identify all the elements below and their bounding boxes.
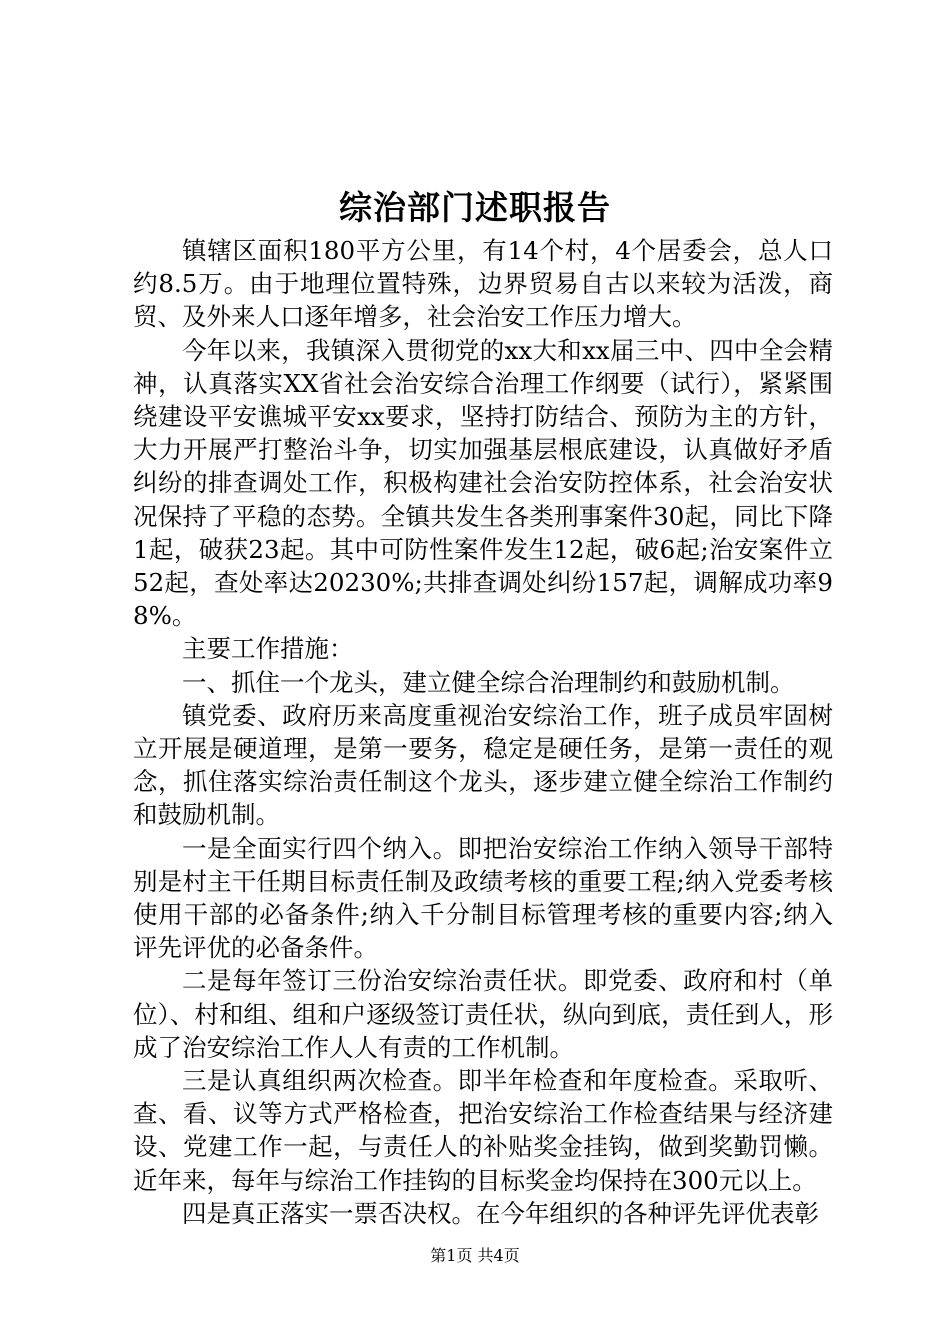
paragraph: 一、抓住一个龙头，建立健全综合治理制约和鼓励机制。	[182, 667, 795, 697]
page-footer: 第1页 共4页	[430, 1246, 520, 1265]
document-body	[133, 234, 833, 1230]
paragraph: 主要工作措施：	[182, 634, 354, 664]
paragraph: 今年以来，我镇深入贯彻党的xx大和xx届三中、四中全会精神，认真落实XX省社会治安综合治理工作纲要（试行），紧紧围绕建设平安谯城平安xx要求，坚持打防结合、预防为主的方针，大力开展严打整治斗争，切实加强基层根底建设，认真做好矛盾纠纷的排查调处工作，积极构建社会治安防控体系，社会治安状况保持了平稳的态势。全镇共发生各类刑事案件30起，同比下降1起，破获23起。其中可防性案件发生12起，破6起;治安案件立52起，查处率达20230%;共排查调处纠纷157起，调解成功率98%。	[133, 335, 833, 631]
paragraph: 二是每年签订三份治安综治责任状。即党委、政府和村（单位）、村和组、组和户逐级签订责任状，纵向到底，责任到人，形成了治安综治工作人人有责的工作机制。	[133, 966, 833, 1062]
paragraph: 镇党委、政府历来高度重视治安综治工作，班子成员牢固树立开展是硬道理，是第一要务，稳定是硬任务，是第一责任的观念，抓住落实综治责任制这个龙头，逐步建立健全综治工作制约和鼓励机制。	[133, 700, 833, 830]
paragraph: 四是真正落实一票否决权。在今年组织的各种评先评优表彰	[182, 1198, 819, 1228]
paragraph: 一是全面实行四个纳入。即把治安综治工作纳入领导干部特别是村主干任期目标责任制及政绩考核的重要工程;纳入党委考核使用干部的必备条件;纳入千分制目标管理考核的重要内容;纳入评先评优的必备条件。	[133, 833, 833, 963]
paragraph: 镇辖区面积180平方公里，有14个村，4个居委会，总人口约8.5万。由于地理位置特殊，边界贸易自古以来较为活泼，商贸、及外来人口逐年增多，社会治安工作压力增大。	[133, 236, 833, 332]
paragraph: 三是认真组织两次检查。即半年检查和年度检查。采取听、查、看、议等方式严格检查，把治安综治工作检查结果与经济建设、党建工作一起，与责任人的补贴奖金挂钩，做到奖勤罚懒。近年来，每年与综治工作挂钩的目标奖金均保持在300元以上。	[133, 1066, 833, 1195]
document-title: 综治部门述职报告	[339, 188, 611, 227]
